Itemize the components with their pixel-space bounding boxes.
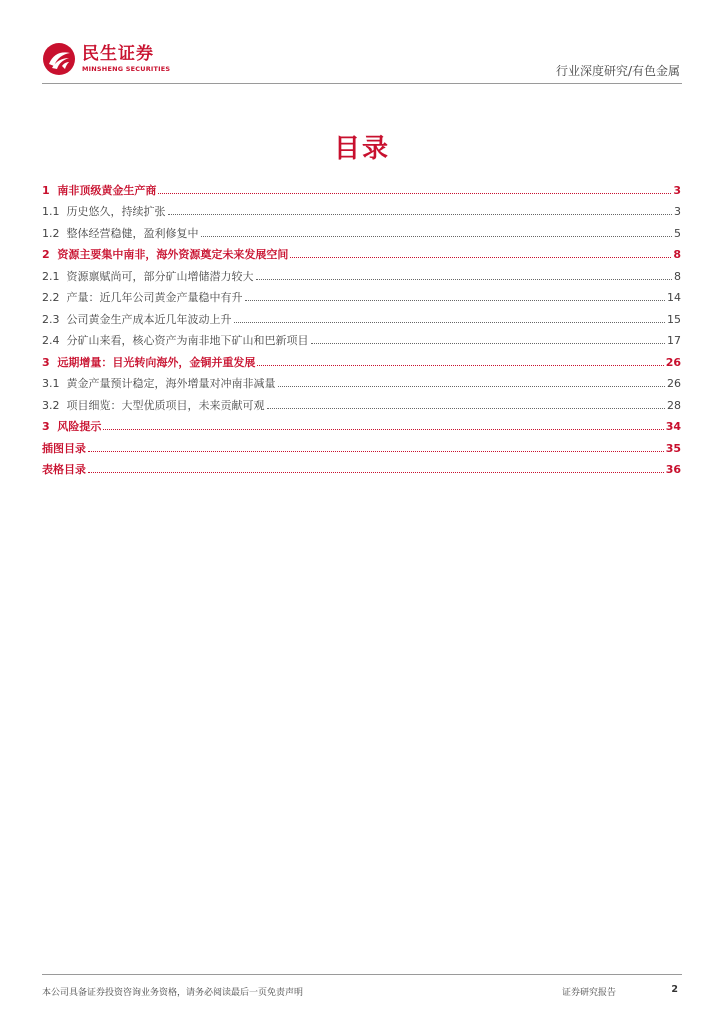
toc-leader-dots (256, 279, 673, 280)
toc-page-number: 28 (667, 398, 681, 412)
toc-entry[interactable] (42, 433, 681, 455)
toc-entry[interactable] (42, 455, 681, 477)
toc-entry-label: 表格目录 (42, 463, 86, 476)
toc-entry[interactable] (42, 283, 681, 305)
toc-entry[interactable] (42, 218, 681, 240)
toc-entry-label: 产量：近几年公司黄金产量稳中有升 (66, 291, 243, 304)
toc-entry-label: 整体经营稳健，盈利修复中 (66, 226, 199, 240)
report-category: 行业深度研究/有色金属 (555, 64, 680, 78)
toc-entry-label: 资源禀赋尚可，部分矿山增储潜力较大 (66, 269, 254, 283)
minsheng-logo-icon (42, 42, 76, 76)
company-logo (42, 42, 170, 76)
logo-chinese-name: 民生证券 (82, 43, 154, 64)
toc-entry-label: 插图目录 (42, 441, 86, 455)
toc-page-number: 26 (665, 355, 681, 369)
toc-entry-label: 历史悠久，持续扩张 (66, 205, 166, 218)
toc-leader-dots (88, 472, 664, 473)
toc-entry[interactable] (42, 175, 681, 197)
toc-page-number: 3 (674, 205, 681, 218)
toc-entry-number: 3 (42, 420, 50, 433)
toc-page-number: 17 (667, 334, 681, 347)
toc-page-number: 36 (665, 463, 681, 476)
toc-page-number: 5 (674, 226, 681, 240)
toc-entry[interactable] (42, 390, 681, 412)
toc-leader-dots (201, 236, 673, 237)
toc-entry[interactable] (42, 197, 681, 219)
toc-entry-label: 黄金产量预计稳定，海外增量对冲南非减量 (66, 377, 276, 390)
toc-page-number: 8 (674, 269, 681, 283)
toc-leader-dots (267, 408, 666, 409)
toc-page-number: 35 (665, 441, 681, 455)
toc-leader-dots (234, 322, 666, 323)
toc-entry-number: 2 (42, 248, 50, 261)
toc-entry[interactable] (42, 347, 681, 369)
toc-entry-label: 分矿山来看，核心资产为南非地下矿山和巴新项目 (66, 334, 309, 347)
logo-english-name: MINSHENG SECURITIES (82, 64, 171, 73)
toc-entry[interactable] (42, 240, 681, 262)
toc-leader-dots (88, 451, 664, 452)
toc-leader-dots (257, 365, 663, 366)
toc-page-number: 26 (667, 377, 681, 390)
toc-leader-dots (311, 343, 666, 344)
toc-entry-label: 项目细览：大型优质项目，未来贡献可观 (66, 398, 265, 412)
toc-entry-label: 资源主要集中南非，海外资源奠定未来发展空间 (57, 248, 289, 261)
toc-entry-label: 南非顶级黄金生产商 (57, 183, 157, 197)
toc-entry[interactable] (42, 326, 681, 348)
toc-page-number: 14 (667, 291, 681, 304)
toc-leader-dots (103, 429, 663, 430)
toc-entry-number: 3 (42, 355, 50, 369)
toc-entry-number: 2.1 (42, 269, 60, 283)
toc-leader-dots (278, 386, 666, 387)
toc-entry-number: 3.1 (42, 377, 60, 390)
footer-report-type: 证券研究报告 (562, 988, 617, 998)
toc-entry-number: 1 (42, 183, 50, 197)
toc-leader-dots (168, 214, 673, 215)
toc-entry-number: 2.4 (42, 334, 60, 347)
toc-leader-dots (290, 257, 671, 258)
table-of-contents (42, 175, 681, 476)
page-title: 目录 (333, 134, 390, 164)
page-number: 2 (671, 984, 678, 995)
toc-entry[interactable] (42, 369, 681, 391)
toc-page-number: 15 (667, 312, 681, 326)
toc-page-number: 3 (673, 183, 681, 197)
toc-entry[interactable] (42, 412, 681, 434)
toc-entry-number: 2.2 (42, 291, 60, 304)
toc-entry-label: 公司黄金生产成本近几年波动上升 (66, 312, 232, 326)
toc-page-number: 8 (673, 248, 681, 261)
toc-page-number: 34 (665, 420, 681, 433)
footer-divider (42, 974, 682, 975)
toc-entry-label: 风险提示 (57, 420, 102, 433)
toc-entry-label: 远期增量：目光转向海外，金铜并重发展 (57, 355, 256, 369)
header-divider (42, 83, 682, 84)
toc-entry[interactable] (42, 261, 681, 283)
page-header (0, 0, 724, 86)
toc-entry-number: 3.2 (42, 398, 60, 412)
footer-disclaimer: 本公司具备证券投资咨询业务资格，请务必阅读最后一页免责声明 (42, 988, 304, 998)
toc-leader-dots (158, 193, 671, 194)
toc-entry-number: 1.1 (42, 205, 60, 218)
toc-leader-dots (245, 300, 666, 301)
toc-entry-number: 2.3 (42, 312, 60, 326)
toc-entry-number: 1.2 (42, 226, 60, 240)
toc-entry[interactable] (42, 304, 681, 326)
